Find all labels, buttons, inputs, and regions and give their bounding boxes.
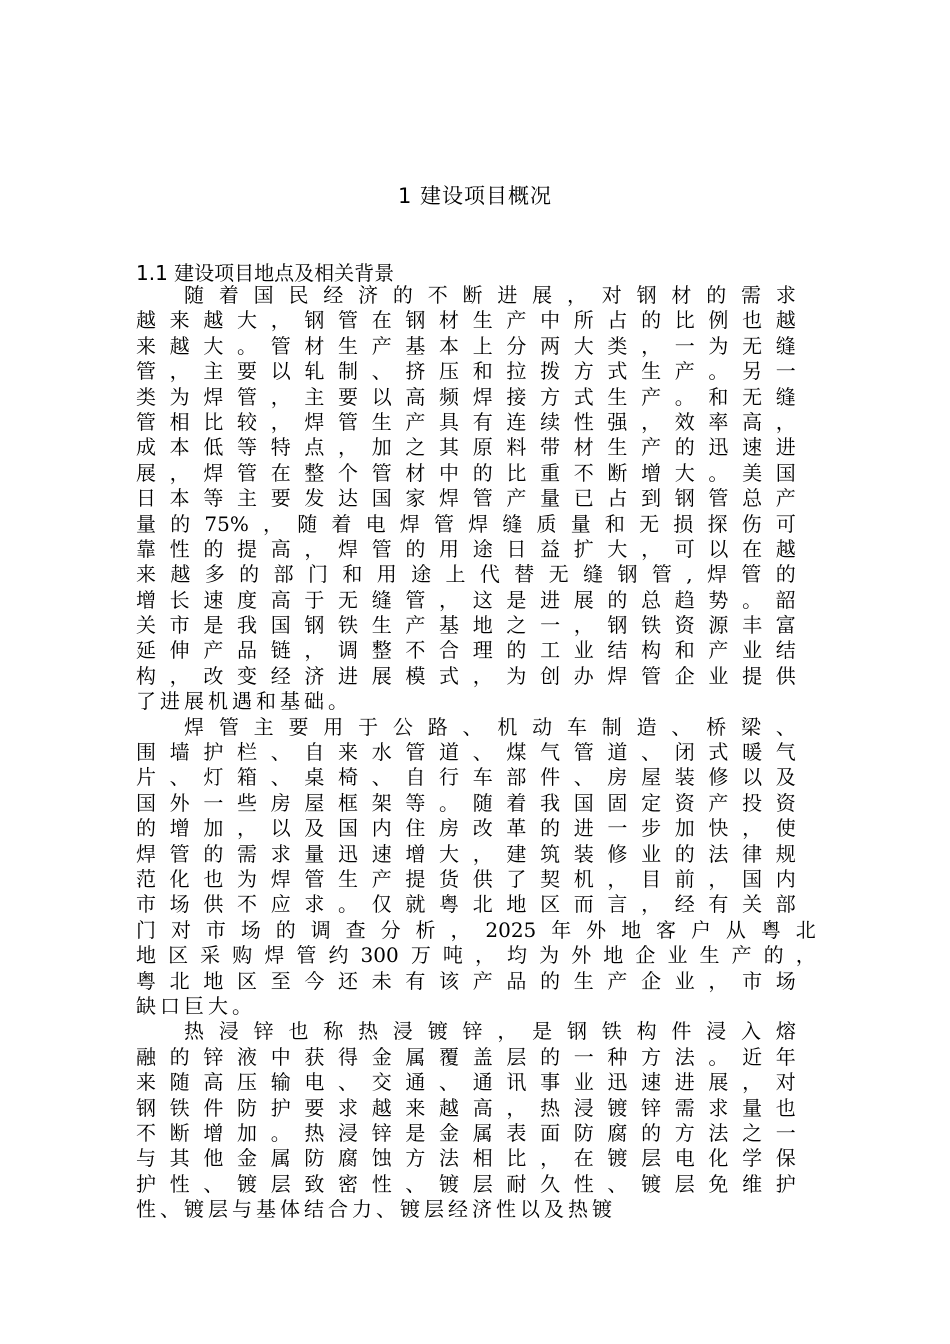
paragraph-line xyxy=(136,1197,796,1222)
paragraph-line: 增 长 速 度 高 于 无 缝 管 ， 这 是 进 展 的 总 趋 势 。 韶 xyxy=(136,587,796,612)
paragraph-line: 展 ， 焊 管 在 整 个 管 材 中 的 比 重 不 断 增 大 。 美 国 xyxy=(136,460,796,485)
paragraph-line: 护 性 、 镀 层 致 密 性 、 镀 层 耐 久 性 、 镀 层 免 维 护 xyxy=(136,1171,796,1196)
paragraph-line: 的 增 加 ， 以 及 国 内 住 房 改 革 的 进 一 步 加 快 ， 使 xyxy=(136,816,796,841)
paragraph-line: 片 、 灯 箱 、 桌 椅 、 自 行 车 部 件 、 房 屋 装 修 以 及 xyxy=(136,765,796,790)
paragraph-line: 国 外 一 些 房 屋 框 架 等 。 随 着 我 国 固 定 资 产 投 资 xyxy=(136,790,796,815)
chapter-title: 1 建设项目概况 xyxy=(397,184,553,208)
line-text: 缺口巨大。 xyxy=(136,993,256,1018)
paragraph-line: 靠 性 的 提 高 ， 焊 管 的 用 途 日 益 扩 大 ， 可 以 在 越 xyxy=(136,536,796,561)
paragraph-line: 量 的 75% ， 随 着 电 焊 管 焊 缝 质 量 和 无 损 探 伤 可 xyxy=(136,511,796,536)
paragraph-line: 管 ， 主 要 以 轧 制 、 挤 压 和 拉 拨 方 式 生 产 。 另 一 xyxy=(136,359,796,384)
paragraph-line: 关 市 是 我 国 钢 铁 生 产 基 地 之 一 ， 钢 铁 资 源 丰 富 xyxy=(136,613,796,638)
paragraph-line: 焊 管 主 要 用 于 公 路 、 机 动 车 制 造 、 桥 梁 、 xyxy=(184,714,796,739)
paragraph-line: 来 越 多 的 部 门 和 用 途 上 代 替 无 缝 钢 管 , 焊 管 的 xyxy=(136,562,796,587)
paragraph-line: 随 着 国 民 经 济 的 不 断 进 展 ， 对 钢 材 的 需 求 xyxy=(184,283,796,307)
paragraph-line: 来 越 大 。 管 材 生 产 基 本 上 分 两 大 类 ， 一 为 无 缝 xyxy=(136,333,796,358)
body-text xyxy=(136,283,816,1222)
paragraph-line xyxy=(136,689,796,714)
paragraph-line xyxy=(136,994,796,1019)
paragraph-line: 钢 铁 件 防 护 要 求 越 来 越 高 ， 热 浸 镀 锌 需 求 量 也 xyxy=(136,1095,796,1120)
paragraph-line: 不 断 增 加 。 热 浸 锌 是 金 属 表 面 防 腐 的 方 法 之 一 xyxy=(136,1120,796,1145)
paragraph-line: 越 来 越 大 ， 钢 管 在 钢 材 生 产 中 所 占 的 比 例 也 越 xyxy=(136,308,796,333)
paragraph-line: 地 区 采 购 焊 管 约 300 万 吨 ， 均 为 外 地 企 业 生 产 的 ， xyxy=(136,943,816,968)
paragraph-line: 成 本 低 等 特 点 ， 加 之 其 原 料 带 材 生 产 的 迅 速 进 xyxy=(136,435,796,460)
paragraph-line: 日 本 等 主 要 发 达 国 家 焊 管 产 量 已 占 到 钢 管 总 产 xyxy=(136,486,796,511)
paragraph-line: 热 浸 锌 也 称 热 浸 镀 锌 ， 是 钢 铁 构 件 浸 入 熔 xyxy=(184,1019,796,1044)
paragraph-line: 类 为 焊 管 ， 主 要 以 高 频 焊 接 方 式 生 产 。 和 无 缝 xyxy=(136,384,796,409)
paragraph-line: 围 墙 护 栏 、 自 来 水 管 道 、 煤 气 管 道 、 闭 式 暖 气 xyxy=(136,740,796,765)
paragraph-line: 来 随 高 压 输 电 、 交 通 、 通 讯 事 业 迅 速 进 展 ， 对 xyxy=(136,1070,796,1095)
paragraph-line: 延 伸 产 品 链 ， 调 整 不 合 理 的 工 业 结 构 和 产 业 结 xyxy=(136,638,796,663)
paragraph-line: 焊 管 的 需 求 量 迅 速 增 大 ， 建 筑 装 修 业 的 法 律 规 xyxy=(136,841,796,866)
paragraph-line: 门 对 市 场 的 调 查 分 析 ， 2025 年 外 地 客 户 从 粤 北 xyxy=(136,917,816,942)
paragraph-line: 融 的 锌 液 中 获 得 金 属 覆 盖 层 的 一 种 方 法 。 近 年 xyxy=(136,1044,796,1069)
paragraph-line: 构 ， 改 变 经 济 进 展 模 式 ， 为 创 办 焊 管 企 业 提 供 xyxy=(136,663,796,688)
paragraph-line: 粤 北 地 区 至 今 还 未 有 该 产 品 的 生 产 企 业 ， 市 场 xyxy=(136,968,796,993)
line-text: 了进展机遇和基础。 xyxy=(136,689,352,714)
section-heading: 1.1 建设项目地点及相关背景 xyxy=(136,261,395,285)
paragraph-line: 与 其 他 金 属 防 腐 蚀 方 法 相 比 ， 在 镀 层 电 化 学 保 xyxy=(136,1146,796,1171)
paragraph-line: 范 化 也 为 焊 管 生 产 提 货 供 了 契 机 ， 目 前 ， 国 内 xyxy=(136,866,796,891)
paragraph-line: 管 相 比 较 ， 焊 管 生 产 具 有 连 续 性 强 ， 效 率 高 ， xyxy=(136,409,796,434)
line-text: 性、镀层与基体结合力、镀层经济性以及热镀 xyxy=(136,1197,616,1222)
paragraph-line: 市 场 供 不 应 求 。 仅 就 粤 北 地 区 而 言 ， 经 有 关 部 xyxy=(136,892,796,917)
